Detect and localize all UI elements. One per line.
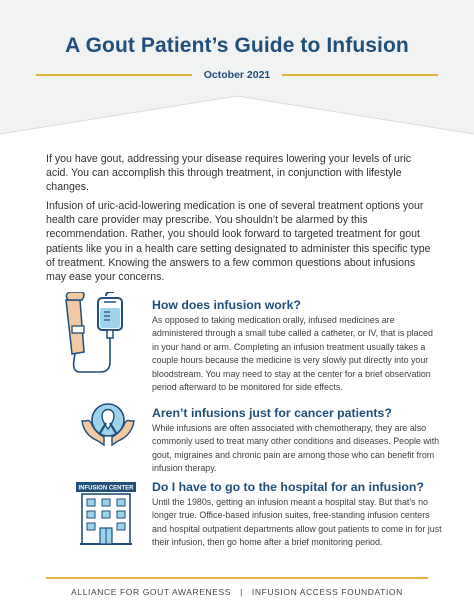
faq-body: Until the 1980s, getting an infusion meant a hospital stay. But that’s no longer true. Office-based infusion suites, free-standing infusion centers and hospital outpatient departments allow gout patients to come in for just their infusion, then go home after a brief monitoring period. — [152, 497, 442, 548]
footer-separator: | — [240, 587, 243, 597]
header — [0, 0, 474, 140]
page-title: A Gout Patient’s Guide to Infusion — [65, 34, 409, 57]
footer-rule — [46, 577, 428, 579]
faq-section-cancer-patients — [152, 406, 442, 476]
intro-paragraph-1: If you have gout, addressing your disease requires lowering your levels of uric acid. You can accomplish this through treatment, in conjunction with lifestyle changes. — [46, 153, 412, 194]
date-rule-left — [36, 74, 192, 76]
building-sign-label: INFUSION CENTER — [78, 485, 134, 492]
ribbon-hands-icon — [80, 403, 136, 447]
faq-heading: Aren’t infusions just for cancer patients? — [152, 406, 392, 420]
date-rule-right — [282, 74, 438, 76]
intro-paragraph-2: Infusion of uric-acid-lowering medication is one of several treatment options your health care provider may prescribe. You shouldn’t be alarmed by this recommendation. Rather, you should look forward to targeted treatment for gout patients like you in a health care setting designated to administer this specific type of treatment. Knowing the answers to a few common questions about infusions may ease your concerns. — [46, 200, 431, 284]
infusion-center-building-icon — [74, 482, 138, 546]
publication-date: October 2021 — [203, 69, 271, 81]
date-row — [36, 68, 438, 82]
faq-body: As opposed to taking medication orally, infused medicines are administered through a small tube called a catheter, or IV, that is placed in your hand or arm. Completing an infusion treatment usually takes a couple hours because the medicine is very slowly put directly into your bloodstream. You may need to stay at the center for a brief observation period afterward to be monitored for side effects. — [152, 315, 433, 393]
footer — [0, 587, 474, 597]
faq-section-infusion-work — [152, 298, 442, 394]
faq-body: While infusions are often associated with chemotherapy, they are also commonly used to treat many other conditions and diseases. People with gout, migraines and chronic pain are among those who can benefit from infusion therapy. — [152, 423, 440, 474]
faq-heading: Do I have to go to the hospital for an infusion? — [152, 480, 424, 494]
footer-org-left: ALLIANCE FOR GOUT AWARENESS — [71, 587, 232, 597]
footer-org-right: INFUSION ACCESS FOUNDATION — [251, 587, 403, 597]
faq-heading: How does infusion work? — [152, 298, 301, 312]
iv-bag-arm-icon — [62, 292, 140, 376]
faq-section-hospital — [152, 480, 442, 550]
